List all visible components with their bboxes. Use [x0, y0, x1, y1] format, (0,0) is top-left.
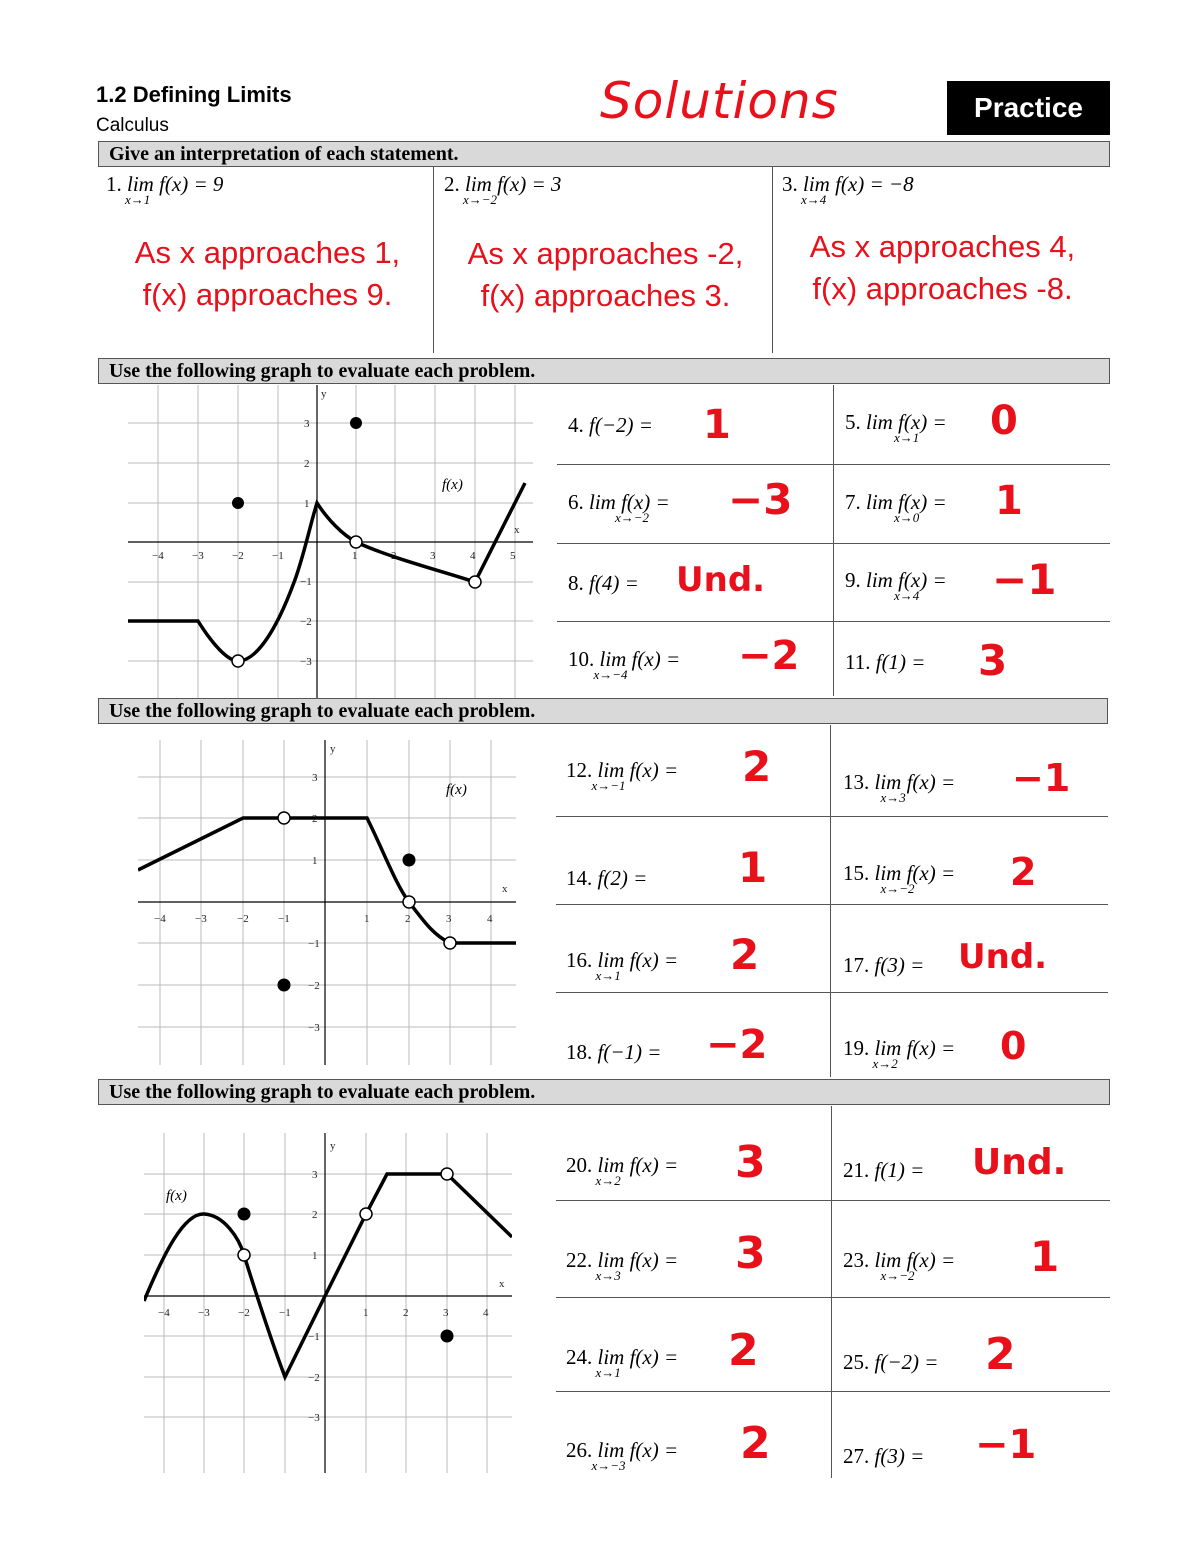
grid-line	[556, 992, 1108, 993]
svg-text:1: 1	[352, 550, 358, 562]
question-9: 9. lim f(x) = x→4	[845, 568, 947, 603]
question-26: 26. lim f(x) = x→−3	[566, 1438, 679, 1473]
answer-8: Und.	[676, 560, 766, 600]
answer-21: Und.	[972, 1142, 1067, 1183]
svg-text:1: 1	[363, 1307, 369, 1319]
answer-5: 0	[990, 398, 1018, 444]
svg-text:2: 2	[312, 1209, 318, 1221]
question-25: 25. f(−2) =	[843, 1350, 939, 1374]
svg-text:−2: −2	[232, 550, 244, 562]
statement-1: 1. lim f(x) = 9 x→1	[106, 172, 224, 207]
question-5: 5. lim f(x) = x→1	[845, 410, 947, 445]
answer-24: 2	[728, 1325, 759, 1376]
svg-text:5: 5	[510, 550, 516, 562]
answer-25: 2	[985, 1329, 1016, 1380]
svg-text:y: y	[321, 388, 327, 400]
svg-text:−2: −2	[238, 1307, 250, 1319]
graph-3-label: f(x)	[166, 1188, 187, 1204]
grid-divider	[830, 725, 831, 1077]
statement-3: 3. lim f(x) = −8 x→4	[782, 172, 914, 207]
svg-text:−2: −2	[300, 616, 312, 628]
question-4: 4. f(−2) =	[568, 413, 653, 437]
answer-1: As x approaches 1, f(x) approaches 9.	[134, 235, 401, 312]
grid-divider	[831, 1106, 832, 1478]
answer-2: As x approaches -2, f(x) approaches 3.	[467, 236, 744, 313]
section2-heading: Use the following graph to evaluate each problem.	[98, 358, 1110, 384]
answer-23: 1	[1030, 1232, 1060, 1281]
question-12: 12. lim f(x) = x→−1	[566, 758, 679, 793]
question-10: 10. lim f(x) = x→−4	[568, 647, 681, 682]
question-21: 21. f(1) =	[843, 1158, 925, 1182]
section3-heading: Use the following graph to evaluate each problem.	[98, 698, 1108, 724]
svg-text:−3: −3	[195, 913, 207, 925]
svg-text:y: y	[330, 743, 336, 755]
question-19: 19. lim f(x) = x→2	[843, 1036, 956, 1071]
svg-text:−1: −1	[279, 1307, 291, 1319]
svg-text:−3: −3	[308, 1022, 320, 1034]
graph-1	[128, 385, 533, 698]
answer-16: 2	[730, 930, 760, 979]
svg-text:4: 4	[483, 1307, 489, 1319]
question-16: 16. lim f(x) = x→1	[566, 948, 679, 983]
question-8: 8. f(4) =	[568, 571, 639, 595]
question-6: 6. lim f(x) = x→−2	[568, 490, 670, 525]
svg-text:3: 3	[304, 418, 310, 430]
question-20: 20. lim f(x) = x→2	[566, 1153, 679, 1188]
answer-13: −1	[1012, 756, 1071, 800]
svg-text:−3: −3	[308, 1412, 320, 1424]
svg-text:2: 2	[403, 1307, 409, 1319]
grid-line	[556, 904, 1108, 905]
svg-text:−2: −2	[308, 980, 320, 992]
grid-line	[556, 1297, 1110, 1298]
question-11: 11. f(1) =	[845, 650, 926, 674]
answer-7: 1	[995, 478, 1023, 524]
svg-text:−1: −1	[272, 550, 284, 562]
svg-text:x: x	[514, 524, 520, 536]
question-18: 18. f(−1) =	[566, 1040, 662, 1064]
answer-10: −2	[738, 633, 800, 679]
grid-divider	[833, 385, 834, 696]
answer-17: Und.	[958, 937, 1048, 977]
section4-heading: Use the following graph to evaluate each problem.	[98, 1079, 1110, 1105]
question-24: 24. lim f(x) = x→1	[566, 1345, 679, 1380]
question-13: 13. lim f(x) = x→3	[843, 770, 956, 805]
question-15: 15. lim f(x) = x→−2	[843, 861, 956, 896]
svg-text:−4: −4	[152, 550, 164, 562]
graph-2-label: f(x)	[446, 782, 467, 798]
svg-text:−1: −1	[278, 913, 290, 925]
svg-text:1: 1	[312, 855, 318, 867]
svg-text:−2: −2	[237, 913, 249, 925]
answer-9: −1	[992, 555, 1057, 604]
svg-text:3: 3	[312, 1169, 318, 1181]
grid-line	[556, 1200, 1110, 1201]
svg-text:3: 3	[312, 772, 318, 784]
svg-text:1: 1	[312, 1250, 318, 1262]
svg-text:4: 4	[487, 913, 493, 925]
graph-2	[138, 740, 516, 1065]
svg-text:−2: −2	[308, 1372, 320, 1384]
answer-27: −1	[975, 1422, 1037, 1468]
page-title: 1.2 Defining Limits	[96, 82, 292, 107]
svg-text:x: x	[502, 883, 508, 895]
svg-text:3: 3	[430, 550, 436, 562]
svg-text:−1: −1	[300, 576, 312, 588]
svg-text:−1: −1	[308, 938, 320, 950]
answer-6: −3	[728, 475, 793, 524]
svg-text:2: 2	[405, 913, 411, 925]
practice-badge: Practice	[947, 81, 1110, 135]
svg-text:−4: −4	[154, 913, 166, 925]
svg-text:1: 1	[304, 498, 310, 510]
graph-1-label: f(x)	[442, 477, 463, 493]
question-22: 22. lim f(x) = x→3	[566, 1248, 679, 1283]
answer-19: 0	[1000, 1024, 1027, 1068]
svg-text:−3: −3	[198, 1307, 210, 1319]
answer-15: 2	[1010, 850, 1037, 894]
question-23: 23. lim f(x) = x→−2	[843, 1248, 956, 1283]
svg-text:2: 2	[391, 550, 397, 562]
svg-text:3: 3	[446, 913, 452, 925]
svg-text:−3: −3	[192, 550, 204, 562]
answer-11: 3	[978, 636, 1008, 685]
svg-text:−1: −1	[308, 1331, 320, 1343]
question-14: 14. f(2) =	[566, 866, 648, 890]
answer-22: 3	[735, 1228, 766, 1279]
answer-20: 3	[735, 1137, 766, 1188]
answer-12: 2	[742, 742, 772, 791]
question-7: 7. lim f(x) = x→0	[845, 490, 947, 525]
svg-text:−3: −3	[300, 656, 312, 668]
solutions-handwritten-title: Solutions	[600, 72, 839, 130]
answer-3: As x approaches 4, f(x) approaches -8.	[809, 229, 1076, 306]
statement-2: 2. lim f(x) = 3 x→−2	[444, 172, 562, 207]
svg-text:1: 1	[364, 913, 370, 925]
answer-14: 1	[738, 843, 768, 892]
grid-line	[556, 816, 1108, 817]
question-17: 17. f(3) =	[843, 953, 925, 977]
question-27: 27. f(3) =	[843, 1444, 925, 1468]
section1-heading: Give an interpretation of each statement.	[98, 141, 1110, 167]
answer-18: −2	[706, 1022, 768, 1068]
answer-26: 2	[740, 1418, 771, 1469]
grid-line	[556, 1391, 1110, 1392]
svg-text:2: 2	[304, 458, 310, 470]
graph-3	[144, 1133, 512, 1473]
svg-text:y: y	[330, 1140, 336, 1152]
svg-text:−4: −4	[158, 1307, 170, 1319]
answer-4: 1	[703, 402, 731, 448]
svg-text:x: x	[499, 1278, 505, 1290]
svg-text:3: 3	[443, 1307, 449, 1319]
svg-text:4: 4	[470, 550, 476, 562]
page-subtitle: Calculus	[96, 115, 169, 136]
svg-text:2: 2	[312, 813, 318, 825]
